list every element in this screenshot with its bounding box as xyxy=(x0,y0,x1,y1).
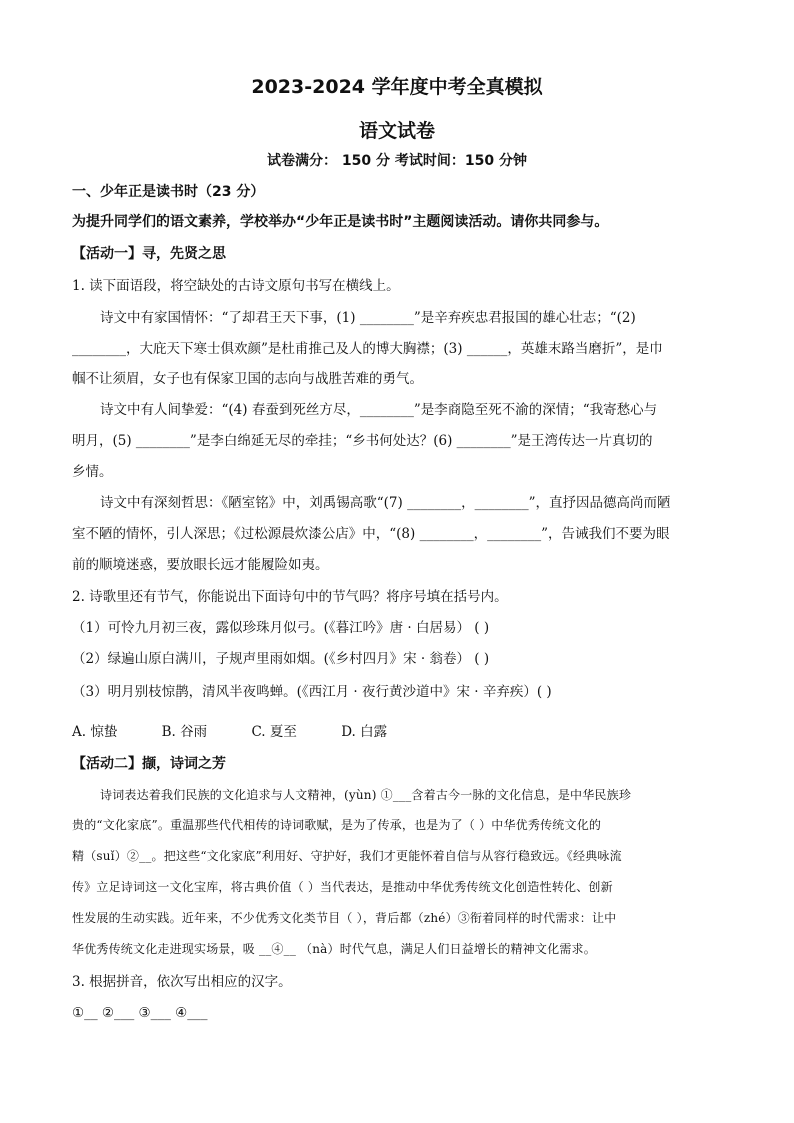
activity-1-heading: 【活动一】寻，先贤之思 xyxy=(72,246,226,262)
q1-paragraph-1-line-1: 诗文中有家国情怀：“了却君王天下事，(1) ________”是辛弃疾忠君报国的雄心壮志；“(2) xyxy=(100,310,636,326)
passage-line-1: 诗词表达着我们民族的文化追求与人文精神，(yùn) ①___含着古今一脉的文化信息，是中华民族珍 xyxy=(100,788,632,802)
q1-paragraph-2-line-1: 诗文中有人间挚爱：“(4) 春蚕到死丝方尽，________”是李商隐至死不渝的深情；“我寄愁心与 xyxy=(100,402,658,418)
q2-item-2: （2）绿遍山原白满川，子规声里雨如烟。(《乡村四月》宋 · 翁卷） ( ) xyxy=(72,651,490,667)
q1-paragraph-2-line-3: 乡情。 xyxy=(72,464,113,480)
exam-title: 2023-2024 学年度中考全真模拟 xyxy=(251,76,543,98)
option-b: B. 谷雨 xyxy=(161,724,208,740)
question-1-stem: 1. 读下面语段，将空缺处的古诗文原句书写在横线上。 xyxy=(72,278,400,294)
q1-paragraph-1-line-3: 帼不让须眉，女子也有保家卫国的志向与战胜苦难的勇气。 xyxy=(72,371,423,387)
activity-2-heading: 【活动二】撷，诗词之芳 xyxy=(72,756,226,772)
passage-line-5: 性发展的生动实践。近年来，不少优秀文化类节目（ ），背后都（zhé）③衔着同样的时代需求：让中 xyxy=(72,911,617,925)
q2-options xyxy=(72,722,722,742)
option-d: D. 白露 xyxy=(341,724,388,740)
section-heading: 一、少年正是读书时（23 分） xyxy=(72,184,265,200)
question-3-stem: 3. 根据拼音，依次写出相应的汉字。 xyxy=(72,974,292,990)
q1-paragraph-3-line-1: 诗文中有深刻哲思：《陋室铭》中，刘禹锡高歌“(7) ________，________”，直抒因品德高尚而陋 xyxy=(100,495,671,511)
q2-item-3: （3）明月别枝惊鹊，清风半夜鸣蝉。(《西江月 · 夜行黄沙道中》宋 · 辛弃疾）( ) xyxy=(72,684,552,700)
q1-paragraph-1-line-2: ________，大庇天下寒士俱欢颜”是杜甫推己及人的博大胸襟；(3) ______，英雄末路当磨折”，是巾 xyxy=(72,341,663,357)
section-intro: 为提升同学们的语文素养，学校举办“少年正是读书时”主题阅读活动。请你共同参与。 xyxy=(72,214,609,230)
passage-line-6: 华优秀传统文化走进现实场景，吸 __④__ （nà）时代气息，满足人们日益增长的精神文化需求。 xyxy=(72,942,596,956)
exam-subtitle: 语文试卷 xyxy=(358,120,435,142)
question-2-stem: 2. 诗歌里还有节气，你能说出下面诗句中的节气吗？将序号填在括号内。 xyxy=(72,589,508,605)
q2-item-1: （1）可怜九月初三夜，露似珍珠月似弓。(《暮江吟》唐 · 白居易） ( ) xyxy=(72,620,490,636)
passage-line-3: 精（suǐ）②__。把这些“文化家底”利用好、守护好，我们才更能怀着自信与从容行稳致远。《经典咏流 xyxy=(72,849,622,863)
q1-paragraph-3-line-2: 室不陋的情怀，引人深思；《过松源晨炊漆公店》中，“(8) ________，________”，告诫我们不要为眼 xyxy=(72,526,670,542)
option-c: C. 夏至 xyxy=(251,724,297,740)
q1-paragraph-2-line-2: 明月，(5) ________”是李白绵延无尽的牵挂；“乡书何处达？(6) ________”是王湾传达一片真切的 xyxy=(72,433,653,449)
exam-info: 试卷满分： 150 分 考试时间：150 分钟 xyxy=(267,153,527,169)
q3-answer-blanks: ①__ ②___ ③___ ④___ xyxy=(72,1005,208,1021)
q1-paragraph-3-line-3: 前的顺境迷惑，要放眼长远才能履险如夷。 xyxy=(72,557,329,573)
passage-line-4: 传》立足诗词这一文化宝库，将古典价值（ ）当代表达，是推动中华优秀传统文化创造性转化、创新 xyxy=(72,880,613,894)
passage-line-2: 贵的“文化家底”。重温那些代代相传的诗词歌赋，是为了传承，也是为了（ ）中华优秀传统文化的 xyxy=(72,818,602,832)
option-a: A. 惊蛰 xyxy=(72,724,118,740)
